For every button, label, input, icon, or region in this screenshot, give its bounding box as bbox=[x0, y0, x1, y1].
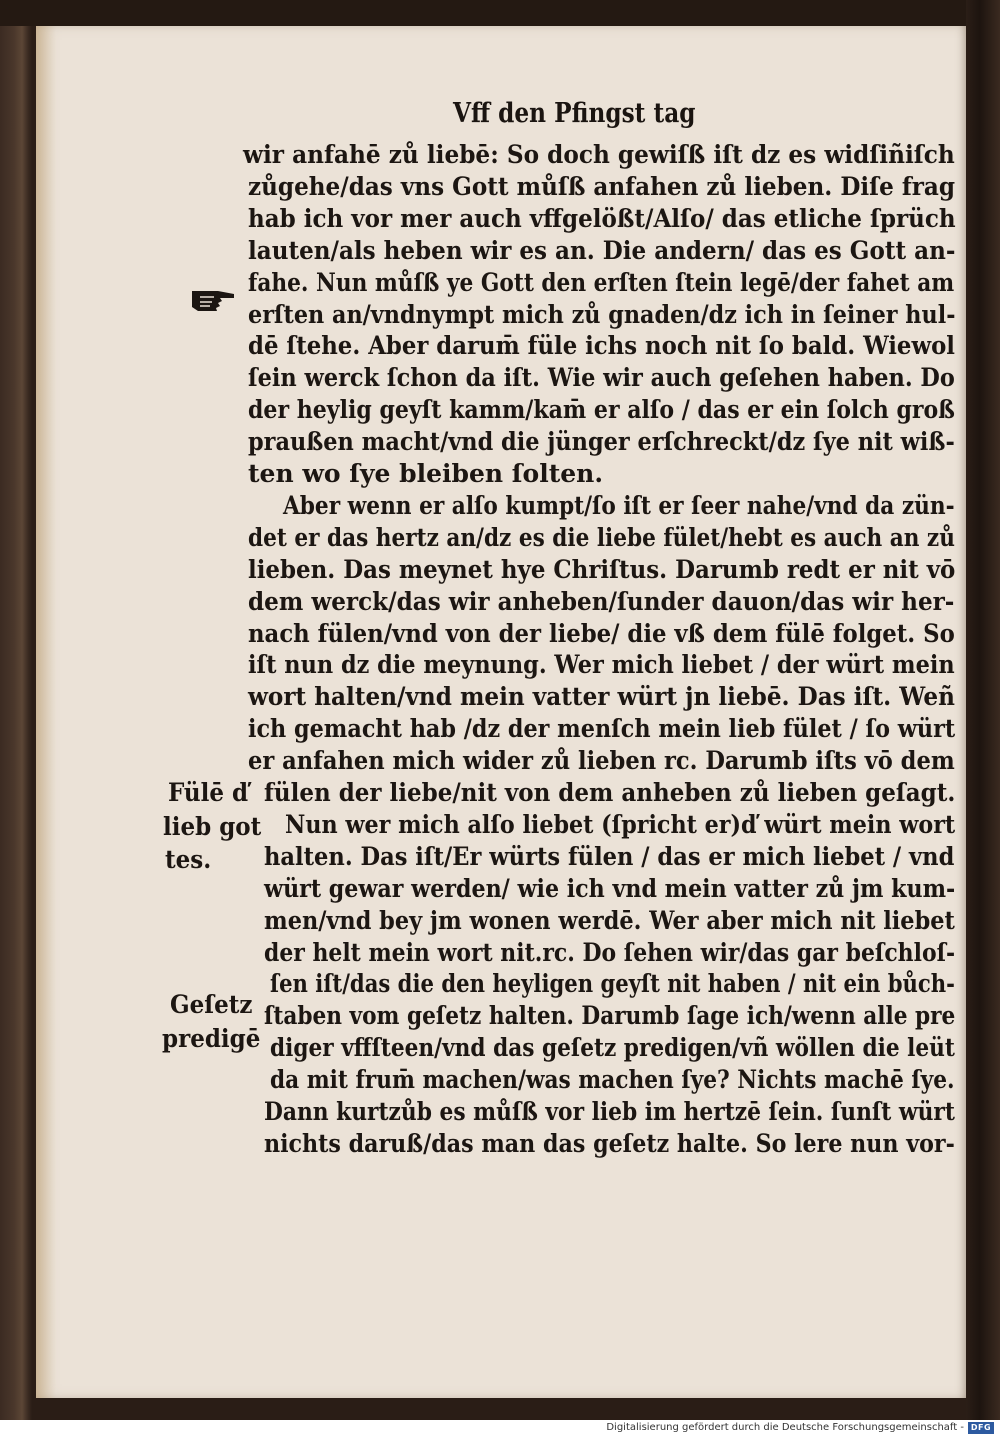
text-line: wir anfahē zů liebē: So doch gewiſß iſt dz es widſiñiſch bbox=[243, 140, 955, 169]
text-line: ſein werck ſchon da iſt. Wie wir auch geſehen haben. Do bbox=[248, 363, 955, 393]
text-line: nach fülen/vnd von der liebe/ die vß dem fülē folget. So bbox=[248, 618, 955, 648]
text-line: lieben. Das meynet hye Chriſtus. Darumb redt er nit vō bbox=[248, 554, 956, 584]
text-line: ſtaben vom geſetz halten. Darumb ſage ich/wenn alle pre bbox=[264, 1001, 956, 1031]
text-line: men/vnd bey jm wonen werdē. Wer aber mich nit liebet bbox=[264, 905, 955, 935]
text-line: wort halten/vnd mein vatter würt jn liebē. Das iſt. Weñ bbox=[248, 682, 955, 712]
margin-note-gesetz-line2: predigē bbox=[162, 1024, 261, 1053]
scan-top-edge bbox=[0, 0, 1000, 26]
margin-note-fule-line1: Fülē ď bbox=[168, 778, 249, 807]
text-line: hab ich vor mer auch vffgelößt/Alſo/ das etliche ſprüch bbox=[248, 203, 956, 233]
scan-right-edge bbox=[966, 0, 1000, 1420]
text-line: Dann kurtzůb es můſß vor lieb im hertzē ſein. ſunſt würt bbox=[264, 1097, 955, 1126]
text-line: erſten an/vndnympt mich zů gnaden/dz ich in ſeiner hul- bbox=[248, 299, 956, 329]
text-line: fahe. Nun můſß ye Gott den erſten ſtein legē/der fahet am bbox=[248, 267, 955, 297]
footer-credit: Digitalisierung gefördert durch die Deutsche Forschungsgemeinschaft - bbox=[606, 1422, 964, 1433]
text-line: iſt nun dz die meynung. Wer mich liebet / der würt mein bbox=[248, 650, 955, 680]
pointing-hand-icon bbox=[190, 285, 236, 317]
text-line: dem werck/das wir anheben/ſunder dauon/das wir her- bbox=[248, 586, 955, 616]
text-line: da mit frum̄ machen/was machen ſye? Nichts machē ſye. bbox=[270, 1065, 955, 1095]
text-line: ten wo ſye bleiben ſolten. bbox=[248, 459, 604, 488]
running-header: Vff den Pfingst tag bbox=[453, 98, 696, 129]
margin-note-fule-line3: tes. bbox=[165, 845, 212, 874]
text-line: halten. Das iſt/Er würts fülen / das er mich liebet / vnd bbox=[264, 841, 955, 871]
text-line: ich gemacht hab /dz der menſch mein lieb fület / ſo würt bbox=[248, 714, 956, 744]
text-line: zůgehe/das vns Gott můſß anfahen zů lieben. Diſe frag bbox=[248, 171, 956, 201]
text-line: er anfahen mich wider zů lieben rc. Darumb iſts vō dem bbox=[248, 746, 955, 776]
text-line: Aber wenn er alſo kumpt/ſo iſt er ſeer nahe/vnd da zün- bbox=[283, 490, 955, 520]
text-line: nichts daruß/das man das geſetz halte. So lere nun vor- bbox=[264, 1128, 955, 1158]
text-line: fülen der liebe/nit von dem anheben zů lieben geſagt. bbox=[264, 778, 956, 807]
text-line: der heylig geyſt kamm/kam̄ er alſo / das er ein ſolch groß bbox=[248, 395, 955, 425]
margin-note-gesetz-line1: Geſetz bbox=[170, 990, 253, 1019]
text-line: der helt mein wort nit.rc. Do ſehen wir/das gar beſchloſ- bbox=[264, 937, 956, 967]
text-line: Nun wer mich alſo liebet (ſpricht er)ď würt mein wort bbox=[285, 809, 956, 839]
dfg-logo: DFG bbox=[968, 1422, 994, 1434]
margin-note-fule-line2: lieb got bbox=[163, 812, 262, 841]
text-line: dē ſtehe. Aber darum̄ füle ichs noch nit ſo bald. Wiewol bbox=[248, 331, 955, 361]
text-line: praußen macht/vnd die jünger erſchreckt/dz ſye nit wiß- bbox=[248, 427, 955, 457]
page-gutter bbox=[36, 26, 56, 1398]
text-line: ſen iſt/das die den heyligen geyſt nit haben / nit ein bůch- bbox=[270, 969, 955, 999]
text-line: det er das hertz an/dz es die liebe fület/hebt es auch an zů bbox=[248, 522, 955, 552]
text-line: würt gewar werden/ wie ich vnd mein vatter zů jm kum- bbox=[264, 873, 956, 903]
text-line: diger vffſteen/vnd das geſetz predigen/vñ wöllen die leüt bbox=[270, 1033, 955, 1063]
text-line: lauten/als heben wir es an. Die andern/ das es Gott an- bbox=[248, 235, 956, 265]
